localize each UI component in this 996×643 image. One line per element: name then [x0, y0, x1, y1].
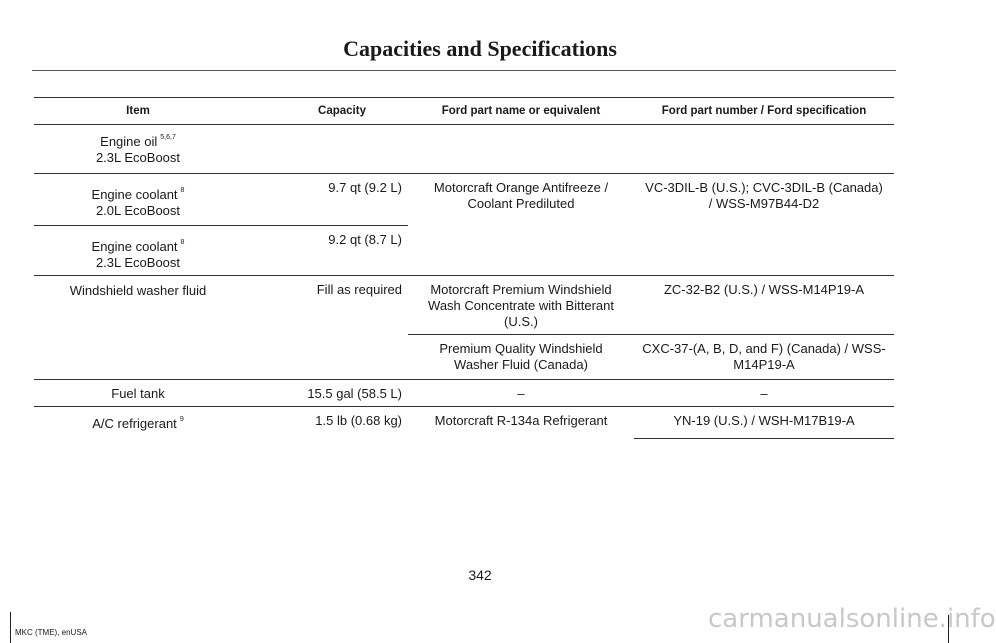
footnote-ref: 5,6,7 — [160, 134, 176, 141]
page-title: Capacities and Specifications — [343, 36, 617, 61]
item-variant: 2.3L EcoBoost — [95, 255, 181, 270]
part-name-cell — [408, 125, 634, 174]
document-id: MKC (TME), enUSA — [15, 628, 88, 637]
part-number-cell: YN-19 (U.S.) / WSH-M17B19-A — [634, 407, 894, 439]
item-cell — [34, 226, 242, 276]
capacities-table — [34, 97, 894, 439]
table-row — [34, 407, 894, 439]
table-row — [34, 174, 894, 226]
part-number-cell: VC-3DIL-B (U.S.); CVC-3DIL-B (Canada) / WSS-M97B44-D2 — [634, 174, 894, 276]
table-row — [34, 125, 894, 174]
capacity-cell: 15.5 gal (58.5 L) — [242, 380, 408, 407]
capacity-cell: 9.2 qt (8.7 L) — [242, 226, 408, 276]
part-name-cell: Motorcraft Premium Windshield Wash Concentrate with Bitterant (U.S.) — [408, 276, 634, 335]
footnote-ref: 9 — [179, 416, 184, 423]
item-variant: 2.0L EcoBoost — [95, 203, 181, 218]
part-number-cell: – — [634, 380, 894, 407]
item-cell: Windshield washer fluid — [34, 276, 242, 380]
part-name-cell: Motorcraft Orange Antifreeze / Coolant Prediluted — [408, 174, 634, 276]
capacity-cell — [242, 125, 408, 174]
item-label: Engine oil — [100, 134, 158, 149]
footnote-ref: 8 — [180, 187, 185, 194]
capacity-cell: Fill as required — [242, 276, 408, 380]
item-cell: Fuel tank — [34, 380, 242, 407]
crop-mark-left — [10, 612, 11, 643]
table-header-row — [34, 98, 894, 125]
capacity-cell: 1.5 lb (0.68 kg) — [315, 413, 402, 428]
footnote-ref: 8 — [180, 239, 185, 246]
item-cell — [34, 125, 242, 174]
item-label: Engine coolant — [91, 239, 178, 254]
part-name-cell: – — [408, 380, 634, 407]
item-cell — [34, 407, 242, 439]
part-number-cell: CXC-37-(A, B, D, and F) (Canada) / WSS-M14P19-A — [634, 335, 894, 380]
column-header-part-number: Ford part number / Ford specification — [634, 98, 894, 125]
part-name-cell: Motorcraft R-134a Refrigerant — [434, 413, 608, 428]
item-label: Engine coolant — [91, 187, 178, 202]
column-header-item: Item — [34, 98, 242, 125]
item-label: A/C refrigerant — [92, 416, 177, 431]
part-number-cell: ZC-32-B2 (U.S.) / WSS-M14P19-A — [634, 276, 894, 335]
page-number: 342 — [468, 567, 492, 583]
table-row — [34, 276, 894, 335]
part-name-cell: Premium Quality Windshield Washer Fluid (Canada) — [408, 335, 634, 380]
item-cell — [34, 174, 242, 226]
table-row — [34, 380, 894, 407]
column-header-part-name: Ford part name or equivalent — [408, 98, 634, 125]
capacity-cell: 9.7 qt (9.2 L) — [242, 174, 408, 226]
column-header-capacity: Capacity — [242, 98, 408, 125]
watermark: carmanualsonline.info — [708, 604, 996, 634]
part-number-cell — [634, 125, 894, 174]
title-divider — [32, 70, 896, 71]
item-variant: 2.3L EcoBoost — [95, 150, 181, 165]
